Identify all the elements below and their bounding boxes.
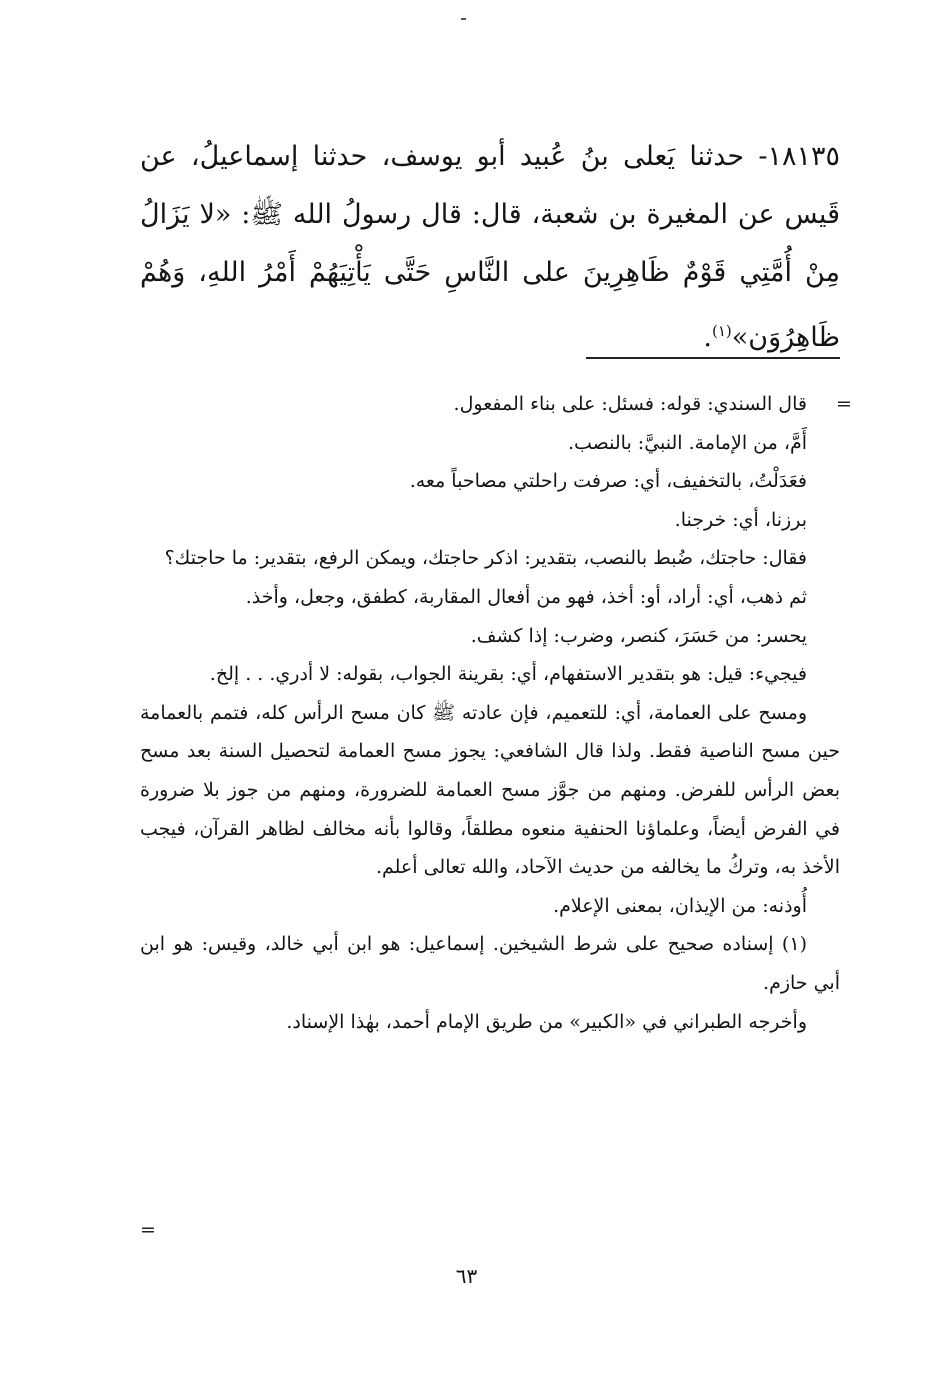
footnote-paragraph: ثم ذهب، أي: أراد، أو: أخذ، فهو من أفعال المقاربة، كطفق، وجعل، وأخذ. xyxy=(245,585,807,608)
page-number: ٦٣ xyxy=(455,1264,478,1288)
footnote-paragraph: أُوذنه: من الإيذان، بمعنى الإعلام. xyxy=(553,894,807,917)
footnote-paragraph: قال السندي: قوله: فسئل: على بناء المفعول. xyxy=(453,393,807,415)
top-mark xyxy=(461,18,466,20)
continuation-mark-start: = xyxy=(836,393,852,415)
footnote-separator xyxy=(586,357,840,359)
hadith-paragraph xyxy=(140,128,840,367)
hadith-body: ١٨١٣٥- حدثنا يَعلى بنُ عُبيد أبو يوسف، حدثنا إسماعيلُ، عن قَيس عن المغيرة بن شعبة، قال: قال رسولُ الله ﷺ: «لا يَزَالُ مِنْ أُمَّتِي قَوْمٌ ظَاهِرِينَ على النَّاسِ حَتَّى يَأْتِيَهُمْ أَمْرُ اللهِ، وَهُمْ ظَاهِرُوَن» xyxy=(140,141,840,353)
footnote-paragraph: أَمَّ، من الإمامة. النبيَّ: بالنصب. xyxy=(567,431,807,454)
footnotes xyxy=(140,385,840,1041)
footnote-paragraph: يحسر: من حَسَرَ، كنصر، وضرب: إذا كشف. xyxy=(470,624,807,647)
hadith-text xyxy=(140,128,840,367)
footnote-paragraph: برزنا، أي: خرجنا. xyxy=(674,508,807,531)
footnote-paragraph: فقال: حاجتك، ضُبط بالنصب، بتقدير: اذكر حاجتك، ويمكن الرفع، بتقدير: ما حاجتك؟ xyxy=(164,547,807,570)
hadith-end: . xyxy=(703,322,712,353)
footnote-ref: (١) xyxy=(711,322,732,340)
continuation-mark-end: = xyxy=(140,1219,156,1241)
footnote-paragraph: وأخرجه الطبراني في «الكبير» من طريق الإمام أحمد، بهٰذا الإسناد. xyxy=(286,1010,807,1033)
footnote-paragraph: فعَدَلْتُ، بالتخفيف، أي: صرفت راحلتي مصاحباً معه. xyxy=(409,470,807,493)
footnote-paragraph: (١) إسناده صحيح على شرط الشيخين. إسماعيل: هو ابن أبي خالد، وقيس: هو ابن أبي حازم. xyxy=(140,933,840,994)
footnote-paragraph: فيجيء: قيل: هو بتقدير الاستفهام، أي: بقرينة الجواب، بقوله: لا أدري. . . إلخ. xyxy=(209,663,807,686)
footnote-paragraph: ومسح على العمامة، أي: للتعميم، فإن عادته ﷺ كان مسح الرأس كله، فتمم بالعمامة حين مسح الناصية فقط. ولذا قال الشافعي: يجوز مسح العمامة لتحصيل السنة بعد مسح بعض الرأس للفرض. ومنهم من جوَّز مسح العمامة للضرورة، ومنهم من جوز بلا ضرورة في الفرض أيضاً، وعلماؤنا الحنفية منعوه مطلقاً، وقالوا بأنه مخالف لظاهر القرآن، فيجب الأخذ به، وتركُ ما يخالفه من حديث الآحاد، والله تعالى أعلم. xyxy=(140,701,840,879)
